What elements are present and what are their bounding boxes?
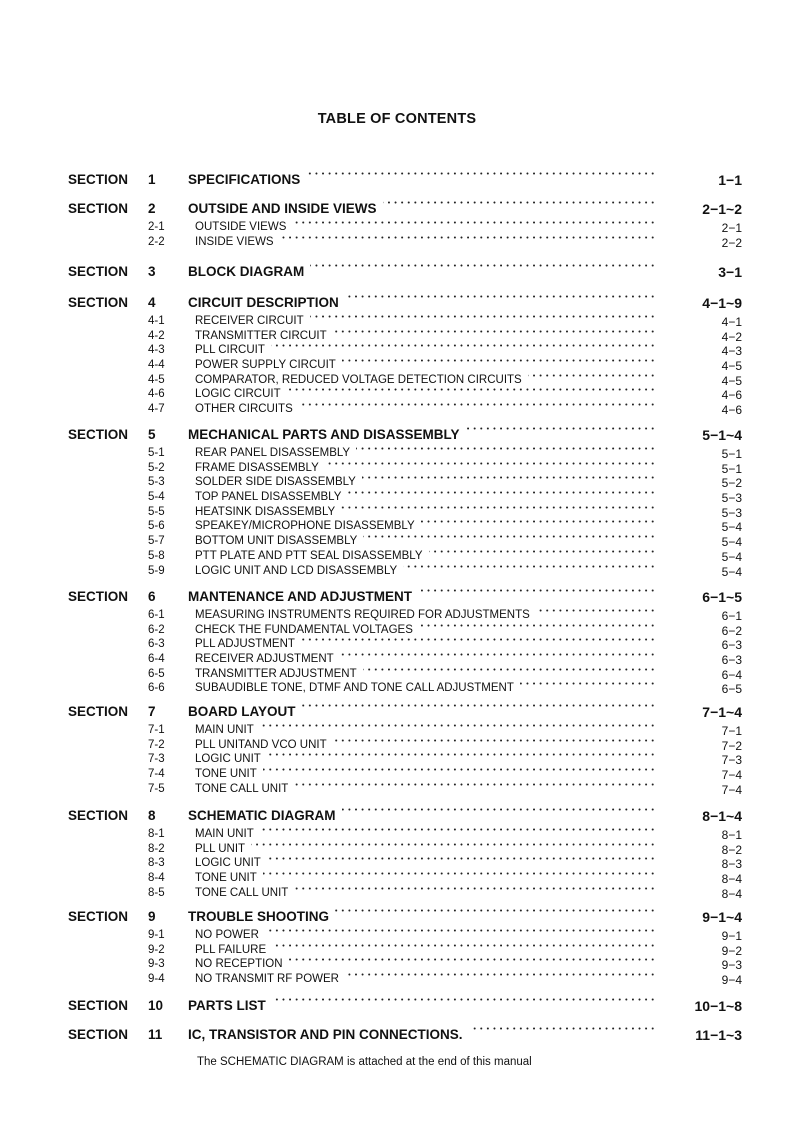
subsection-page: 6−2 [721,623,742,638]
subsection-number: 9-3 [148,958,165,971]
section-label: SECTION [68,295,129,310]
subsection-title: TONE CALL UNIT [195,886,289,899]
dot-leader [294,887,656,890]
subsection-page: 6−3 [721,638,742,653]
dot-leader [302,704,656,707]
subsection-title: NO RECEPTION [195,958,283,971]
toc-section-row[interactable] [0,201,794,220]
subsection-number: 7-3 [148,753,165,766]
toc-subsection-row[interactable] [0,220,794,235]
toc-subsection-row[interactable] [0,235,794,250]
toc-section-4 [0,295,794,417]
subsection-title: PTT PLATE AND PTT SEAL DISASSEMBLY [195,549,423,562]
subsection-number: 5-2 [148,461,165,474]
toc-subsection-row[interactable] [0,314,794,329]
dot-leader [528,374,656,377]
section-label: SECTION [68,1027,129,1042]
subsection-number: 8-3 [148,857,165,870]
section-title: BLOCK DIAGRAM [188,264,305,279]
toc-subsection-row[interactable] [0,681,794,696]
subsection-title: TRANSMITTER CIRCUIT [195,329,327,342]
toc-subsection-row[interactable] [0,723,794,738]
section-title: CIRCUIT DESCRIPTION [188,295,339,310]
subsection-page: 4−5 [721,373,742,388]
subsection-page: 4−6 [721,388,742,403]
dot-leader [383,201,656,204]
section-number: 4 [148,295,156,310]
toc-subsection-row[interactable] [0,329,794,344]
subsection-title: LOGIC UNIT [195,857,261,870]
subsection-page: 8−4 [721,886,742,901]
section-page: 5−1~4 [702,427,742,443]
toc-subsection-row[interactable] [0,564,794,579]
subsection-title: NO POWER [195,929,259,941]
subsection-number: 7-1 [148,724,165,736]
section-label: SECTION [68,909,129,924]
dot-leader [466,427,656,430]
subsection-page: 2−1 [721,221,742,235]
section-page: 8−1~4 [702,808,742,824]
subsection-number: 4-1 [148,315,165,327]
subsection-number: 4-7 [148,403,165,416]
subsection-number: 6-4 [148,653,165,666]
dot-leader [356,447,656,450]
subsection-number: 8-5 [148,886,165,899]
section-number: 2 [148,201,156,216]
toc-subsection-row[interactable] [0,928,794,943]
subsection-title: TRANSMITTER ADJUSTMENT [195,667,357,680]
subsection-page: 7−3 [721,753,742,768]
toc-section-row[interactable] [0,808,794,827]
subsection-title: TONE UNIT [195,768,257,781]
subsection-number: 7-2 [148,738,165,751]
toc-subsection-row[interactable] [0,608,794,623]
subsection-page: 6−4 [721,667,742,682]
dot-leader [267,857,656,860]
dot-leader [341,506,656,509]
subsection-page: 9−1 [721,929,742,943]
section-title: PARTS LIST [188,998,266,1013]
subsection-title: HEATSINK DISASSEMBLY [195,505,336,518]
subsection-page: 2−2 [721,235,742,250]
subsection-page: 7−4 [721,782,742,797]
dot-leader [333,739,656,742]
section-label: SECTION [68,998,129,1013]
section-label: SECTION [68,808,129,823]
subsection-page: 5−4 [721,564,742,579]
toc-section-row[interactable] [0,589,794,608]
dot-leader [272,998,656,1001]
toc-subsection-row[interactable] [0,856,794,871]
subsection-number: 2-1 [148,221,165,233]
subsection-page: 4−6 [721,403,742,418]
subsection-page: 5−2 [721,476,742,491]
subsection-page: 5−3 [721,491,742,506]
subsection-title: PLL UNIT [195,842,246,855]
section-page: 11−1~3 [695,1027,742,1043]
subsection-title: PLL ADJUSTMENT [195,638,295,651]
section-label: SECTION [68,427,129,442]
subsection-title: TONE CALL UNIT [195,782,289,795]
subsection-page: 4−3 [721,344,742,359]
footer-note: The SCHEMATIC DIAGRAM is attached at the end of this manual [197,1056,532,1068]
subsection-number: 5-7 [148,535,165,548]
section-number: 9 [148,909,156,924]
toc-section-6 [0,589,794,696]
section-title: BOARD LAYOUT [188,704,296,719]
dot-leader [301,638,656,641]
section-label: SECTION [68,589,129,604]
dot-leader [299,403,656,406]
subsection-title: OUTSIDE VIEWS [195,221,287,233]
dot-leader [418,589,656,592]
subsection-number: 5-3 [148,476,165,489]
dot-leader [429,550,656,553]
toc-section-5 [0,427,794,578]
dot-leader [272,944,656,947]
toc-subsection-row[interactable] [0,549,794,564]
subsection-title: SPEAKEY/MICROPHONE DISASSEMBLY [195,520,415,533]
toc-subsection-row[interactable] [0,827,794,842]
section-page: 3−1 [718,264,742,280]
section-page: 9−1~4 [702,909,742,925]
toc-section-2 [0,201,794,249]
toc-section-1 [0,172,794,191]
subsection-number: 9-2 [148,943,165,956]
dot-leader [335,909,656,912]
dot-leader [421,520,656,523]
dot-leader [306,172,656,175]
subsection-title: SUBAUDIBLE TONE, DTMF AND TONE CALL ADJUSTMENT [195,682,514,695]
toc-subsection-row[interactable] [0,767,794,782]
toc-subsection-row[interactable] [0,738,794,753]
dot-leader [536,609,656,612]
subsection-number: 8-4 [148,872,165,885]
toc-section-row[interactable] [0,998,794,1017]
toc-subsection-row[interactable] [0,358,794,373]
subsection-page: 5−4 [721,535,742,550]
section-title: SPECIFICATIONS [188,172,301,187]
subsection-page: 5−1 [721,447,742,461]
subsection-title: NO TRANSMIT RF POWER [195,973,339,986]
subsection-page: 8−3 [721,857,742,872]
toc-subsection-row[interactable] [0,943,794,958]
subsection-number: 4-4 [148,359,165,372]
dot-leader [340,653,656,656]
subsection-page: 5−4 [721,520,742,535]
section-number: 1 [148,172,156,187]
section-title: IC, TRANSISTOR AND PIN CONNECTIONS. [188,1027,463,1042]
subsection-page: 6−3 [721,653,742,668]
dot-leader [362,476,656,479]
subsection-title: POWER SUPPLY CIRCUIT [195,359,336,372]
dot-leader [271,344,656,347]
subsection-number: 4-5 [148,373,165,386]
toc-subsection-row[interactable] [0,373,794,388]
subsection-title: INSIDE VIEWS [195,235,274,248]
toc-section-row[interactable] [0,704,794,723]
subsection-number: 6-5 [148,667,165,680]
dot-leader [333,330,656,333]
toc-section-11 [0,1027,794,1046]
subsection-page: 7−2 [721,738,742,753]
section-page: 4−1~9 [702,295,742,311]
toc-subsection-row[interactable] [0,475,794,490]
dot-leader [345,295,656,298]
subsection-title: SOLDER SIDE DISASSEMBLY [195,476,356,489]
toc-subsection-row[interactable] [0,623,794,638]
subsection-number: 4-6 [148,388,165,401]
subsection-number: 5-6 [148,520,165,533]
subsection-page: 6−5 [721,682,742,697]
section-label: SECTION [68,172,129,187]
subsection-page: 4−5 [721,359,742,374]
section-number: 5 [148,427,156,442]
toc-section-row[interactable] [0,427,794,446]
subsection-number: 4-2 [148,329,165,342]
subsection-page: 8−1 [721,828,742,842]
toc-subsection-row[interactable] [0,343,794,358]
subsection-number: 6-2 [148,623,165,636]
dot-leader [419,624,656,627]
dot-leader [403,565,656,568]
subsection-title: PLL FAILURE [195,943,267,956]
subsection-title: TONE UNIT [195,872,257,885]
subsection-title: MEASURING INSTRUMENTS REQUIRED FOR ADJUSTMENTS [195,609,530,621]
dot-leader [469,1027,656,1030]
subsection-number: 4-3 [148,344,165,357]
section-number: 6 [148,589,156,604]
subsection-number: 6-6 [148,682,165,695]
subsection-title: LOGIC CIRCUIT [195,388,281,401]
subsection-number: 5-5 [148,505,165,518]
subsection-number: 7-5 [148,782,165,795]
subsection-number: 8-2 [148,842,165,855]
toc-subsection-row[interactable] [0,402,794,417]
toc-section-row[interactable] [0,1027,794,1046]
toc-subsection-row[interactable] [0,782,794,797]
toc-section-8 [0,808,794,900]
toc-subsection-row[interactable] [0,490,794,505]
subsection-number: 6-3 [148,638,165,651]
dot-leader [265,929,656,932]
toc-subsection-row[interactable] [0,886,794,901]
dot-leader [292,221,656,224]
toc-subsection-row[interactable] [0,534,794,549]
subsection-page: 8−4 [721,872,742,887]
subsection-title: OTHER CIRCUITS [195,403,293,416]
toc-subsection-row[interactable] [0,637,794,652]
toc-subsection-row[interactable] [0,652,794,667]
subsection-page: 9−4 [721,973,742,988]
section-label: SECTION [68,201,129,216]
dot-leader [287,388,656,391]
subsection-number: 5-9 [148,564,165,577]
toc-section-9 [0,909,794,987]
subsection-title: LOGIC UNIT AND LCD DISASSEMBLY [195,564,398,577]
dot-leader [289,958,656,961]
subsection-page: 9−2 [721,943,742,958]
subsection-number: 9-1 [148,929,165,941]
subsection-number: 6-1 [148,609,165,621]
subsection-title: TOP PANEL DISASSEMBLY [195,491,342,504]
subsection-number: 9-4 [148,973,165,986]
section-page: 10−1~8 [694,998,742,1014]
subsection-title: RECEIVER ADJUSTMENT [195,653,334,666]
subsection-title: BOTTOM UNIT DISASSEMBLY [195,535,358,548]
toc-section-3 [0,264,794,283]
section-number: 11 [148,1027,163,1042]
toc-section-10 [0,998,794,1017]
section-page: 7−1~4 [702,704,742,720]
dot-leader [520,682,656,685]
toc-subsection-row[interactable] [0,667,794,682]
subsection-title: LOGIC UNIT [195,753,261,766]
subsection-page: 5−1 [721,461,742,476]
dot-leader [263,872,656,875]
toc-subsection-row[interactable] [0,446,794,461]
dot-leader [260,828,656,831]
toc-subsection-row[interactable] [0,957,794,972]
subsection-page: 5−4 [721,549,742,564]
subsection-title: COMPARATOR, REDUCED VOLTAGE DETECTION CIRCUITS [195,373,522,386]
subsection-title: PLL UNITAND VCO UNIT [195,738,327,751]
subsection-number: 2-2 [148,235,165,248]
section-label: SECTION [68,264,129,279]
section-page: 6−1~5 [702,589,742,605]
dot-leader [294,783,656,786]
toc-section-7 [0,704,794,796]
dot-leader [325,462,656,465]
section-label: SECTION [68,704,129,719]
dot-leader [260,724,656,727]
subsection-page: 5−3 [721,505,742,520]
subsection-number: 5-8 [148,549,165,562]
dot-leader [363,535,656,538]
subsection-title: MAIN UNIT [195,828,254,840]
dot-leader [310,264,656,267]
subsection-number: 7-4 [148,768,165,781]
section-title: OUTSIDE AND INSIDE VIEWS [188,201,377,216]
toc-subsection-row[interactable] [0,871,794,886]
section-page: 2−1~2 [702,201,742,217]
section-title: SCHEMATIC DIAGRAM [188,808,336,823]
dot-leader [345,973,656,976]
toc-subsection-row[interactable] [0,505,794,520]
dot-leader [310,315,656,318]
dot-leader [342,359,656,362]
section-title: TROUBLE SHOOTING [188,909,329,924]
dot-leader [363,668,656,671]
subsection-page: 6−1 [721,609,742,623]
toc-subsection-row[interactable] [0,842,794,857]
dot-leader [347,491,656,494]
subsection-page: 7−4 [721,768,742,783]
section-page: 1−1 [718,172,742,188]
section-number: 10 [148,998,164,1013]
subsection-title: PLL CIRCUIT [195,344,265,357]
dot-leader [263,768,656,771]
subsection-page: 4−1 [721,315,742,329]
toc-section-row[interactable] [0,172,794,191]
subsection-page: 9−3 [721,958,742,973]
dot-leader [342,808,656,811]
section-number: 8 [148,808,156,823]
subsection-page: 8−2 [721,842,742,857]
subsection-title: RECEIVER CIRCUIT [195,315,304,327]
subsection-title: MAIN UNIT [195,724,254,736]
section-title: MECHANICAL PARTS AND DISASSEMBLY [188,427,460,442]
dot-leader [251,843,656,846]
toc-subsection-row[interactable] [0,461,794,476]
subsection-title: CHECK THE FUNDAMENTAL VOLTAGES [195,623,413,636]
dot-leader [280,236,656,239]
subsection-number: 5-1 [148,447,165,459]
toc-subsection-row[interactable] [0,752,794,767]
subsection-page: 4−2 [721,329,742,344]
toc-subsection-row[interactable] [0,519,794,534]
toc-subsection-row[interactable] [0,387,794,402]
subsection-title: FRAME DISASSEMBLY [195,461,319,474]
toc-section-row[interactable] [0,264,794,283]
subsection-page: 7−1 [721,724,742,738]
toc-section-row[interactable] [0,909,794,928]
toc-subsection-row[interactable] [0,972,794,987]
subsection-title: REAR PANEL DISASSEMBLY [195,447,351,459]
subsection-number: 8-1 [148,828,165,840]
section-title: MANTENANCE AND ADJUSTMENT [188,589,412,604]
page-title: TABLE OF CONTENTS [317,111,477,127]
dot-leader [267,753,656,756]
section-number: 7 [148,704,156,719]
toc-section-row[interactable] [0,295,794,314]
section-number: 3 [148,264,156,279]
subsection-number: 5-4 [148,491,165,504]
